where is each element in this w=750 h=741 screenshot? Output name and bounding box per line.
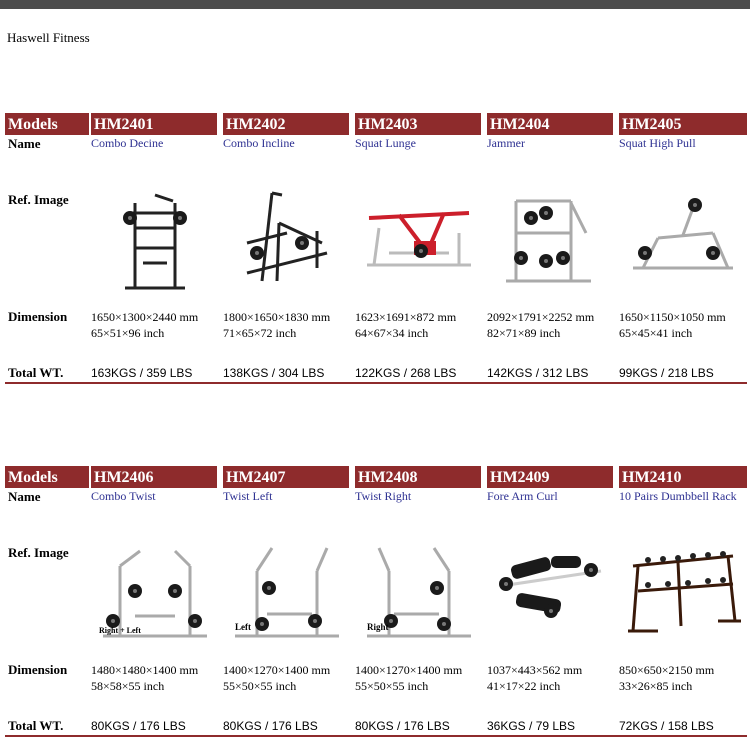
total-weight-label: Total WT. bbox=[8, 718, 64, 733]
product-name[interactable]: Twist Left bbox=[223, 489, 273, 503]
table-divider bbox=[5, 382, 747, 384]
dimension-inch: 58×58×55 inch bbox=[91, 679, 165, 693]
squat-high-pull-machine-image bbox=[623, 173, 743, 293]
dimension-mm: 1650×1150×1050 mm bbox=[619, 310, 726, 324]
dimension-label: Dimension bbox=[8, 309, 68, 324]
model-code: HM2408 bbox=[355, 466, 481, 488]
product-table-2 bbox=[5, 466, 747, 741]
dimension-mm: 1400×1270×1400 mm bbox=[223, 663, 331, 677]
dimension-inch: 55×50×55 inch bbox=[223, 679, 297, 693]
dimension-inch: 65×45×41 inch bbox=[619, 326, 693, 340]
product-column bbox=[223, 113, 353, 388]
squat-lunge-machine-image bbox=[359, 173, 479, 293]
dimension-inch: 82×71×89 inch bbox=[487, 326, 561, 340]
product-name[interactable]: Squat Lunge bbox=[355, 136, 416, 150]
product-name[interactable]: Fore Arm Curl bbox=[487, 489, 558, 503]
total-weight: 72KGS / 158 LBS bbox=[619, 719, 714, 733]
product-column bbox=[619, 113, 749, 388]
ref-image-label: Ref. Image bbox=[8, 545, 69, 560]
total-weight: 99KGS / 218 LBS bbox=[619, 366, 714, 380]
total-weight: 138KGS / 304 LBS bbox=[223, 366, 325, 380]
image-caption: Left bbox=[235, 622, 251, 632]
product-name[interactable]: Combo Incline bbox=[223, 136, 295, 150]
dimension-inch: 64×67×34 inch bbox=[355, 326, 429, 340]
product-name[interactable]: Squat High Pull bbox=[619, 136, 696, 150]
brand-name: Haswell Fitness bbox=[7, 30, 90, 45]
total-weight: 122KGS / 268 LBS bbox=[355, 366, 457, 380]
image-caption: Right bbox=[367, 622, 389, 632]
dimension-mm: 1400×1270×1400 mm bbox=[355, 663, 463, 677]
product-name[interactable]: 10 Pairs Dumbbell Rack bbox=[619, 489, 737, 503]
dimension-inch: 41×17×22 inch bbox=[487, 679, 561, 693]
dimension-inch: 71×65×72 inch bbox=[223, 326, 297, 340]
dimension-mm: 1480×1480×1400 mm bbox=[91, 663, 199, 677]
model-code: HM2410 bbox=[619, 466, 747, 488]
dimension-inch: 65×51×96 inch bbox=[91, 326, 165, 340]
dimension-inch: 33×26×85 inch bbox=[619, 679, 693, 693]
product-column bbox=[487, 466, 617, 741]
dimension-mm: 850×650×2150 mm bbox=[619, 663, 715, 677]
model-code: HM2405 bbox=[619, 113, 747, 135]
product-name[interactable]: Twist Right bbox=[355, 489, 412, 503]
total-weight: 142KGS / 312 LBS bbox=[487, 366, 589, 380]
product-column bbox=[91, 466, 221, 741]
models-header: Models bbox=[5, 113, 89, 135]
model-code: HM2407 bbox=[223, 466, 349, 488]
product-column bbox=[91, 113, 221, 388]
dimension-mm: 2092×1791×2252 mm bbox=[487, 310, 595, 324]
product-column bbox=[487, 113, 617, 388]
dimension-label: Dimension bbox=[8, 662, 68, 677]
dimension-inch: 55×50×55 inch bbox=[355, 679, 429, 693]
model-code: HM2409 bbox=[487, 466, 613, 488]
dimension-mm: 1623×1691×872 mm bbox=[355, 310, 457, 324]
total-weight: 80KGS / 176 LBS bbox=[223, 719, 318, 733]
product-column bbox=[223, 466, 353, 741]
total-weight: 80KGS / 176 LBS bbox=[355, 719, 450, 733]
name-label: Name bbox=[8, 136, 41, 151]
total-weight: 80KGS / 176 LBS bbox=[91, 719, 186, 733]
total-weight: 163KGS / 359 LBS bbox=[91, 366, 193, 380]
dumbbell-rack-image bbox=[623, 526, 743, 646]
dimension-mm: 1800×1650×1830 mm bbox=[223, 310, 331, 324]
product-name[interactable]: Combo Twist bbox=[91, 489, 156, 503]
combo-decline-machine-image bbox=[95, 173, 215, 293]
jammer-machine-image bbox=[491, 173, 611, 293]
dimension-mm: 1037×443×562 mm bbox=[487, 663, 583, 677]
product-name[interactable]: Combo Decine bbox=[91, 136, 164, 150]
combo-twist-machine-image bbox=[95, 526, 215, 646]
name-label: Name bbox=[8, 489, 41, 504]
combo-incline-machine-image bbox=[227, 173, 347, 293]
fore-arm-curl-machine-image bbox=[491, 526, 611, 646]
model-code: HM2404 bbox=[487, 113, 613, 135]
twist-right-machine-image bbox=[359, 526, 479, 646]
model-code: HM2402 bbox=[223, 113, 349, 135]
ref-image-label: Ref. Image bbox=[8, 192, 69, 207]
model-code: HM2403 bbox=[355, 113, 481, 135]
top-bar bbox=[0, 0, 750, 9]
product-column bbox=[355, 466, 485, 741]
product-name[interactable]: Jammer bbox=[487, 136, 525, 150]
table-divider bbox=[5, 735, 747, 737]
models-header: Models bbox=[5, 466, 89, 488]
twist-left-machine-image bbox=[227, 526, 347, 646]
total-weight: 36KGS / 79 LBS bbox=[487, 719, 576, 733]
image-caption: Right + Left bbox=[99, 626, 141, 635]
dimension-mm: 1650×1300×2440 mm bbox=[91, 310, 199, 324]
product-table-1 bbox=[5, 113, 747, 388]
model-code: HM2401 bbox=[91, 113, 217, 135]
product-column bbox=[355, 113, 485, 388]
product-column bbox=[619, 466, 749, 741]
model-code: HM2406 bbox=[91, 466, 217, 488]
total-weight-label: Total WT. bbox=[8, 365, 64, 380]
